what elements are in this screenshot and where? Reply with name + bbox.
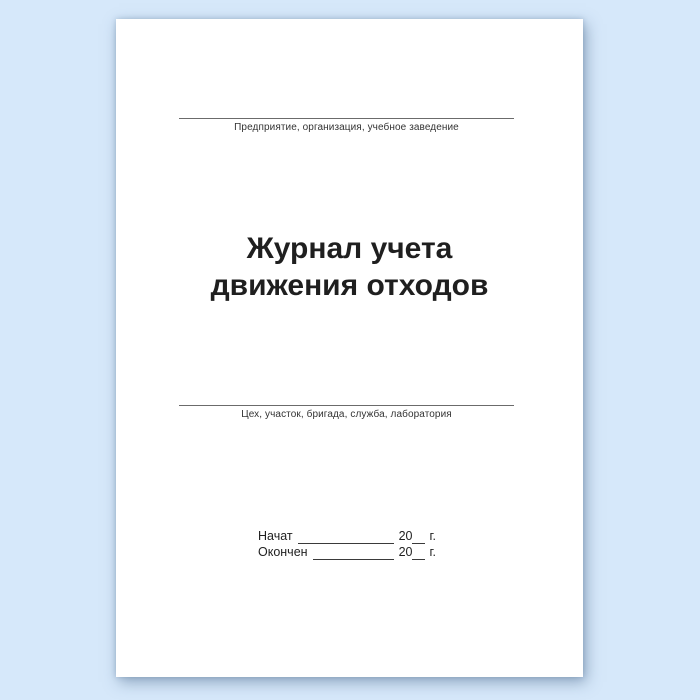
- finished-label: Окончен: [258, 545, 308, 559]
- department-caption: Цех, участок, бригада, служба, лаборатория: [241, 409, 452, 420]
- started-year-blank: [412, 531, 425, 544]
- document-page: [116, 19, 583, 677]
- title-line-1: Журнал учета: [246, 232, 453, 265]
- started-row: [258, 529, 436, 544]
- finished-year-suffix: г.: [429, 545, 436, 559]
- finished-year-blank: [412, 547, 425, 560]
- title-line-2: движения отходов: [210, 269, 489, 302]
- finished-row: [258, 545, 436, 560]
- date-block: [258, 529, 436, 561]
- started-year-suffix: г.: [429, 529, 436, 543]
- department-field: [179, 405, 514, 421]
- document-title: [116, 230, 583, 304]
- organization-caption: Предприятие, организация, учебное заведение: [234, 122, 459, 133]
- started-date-blank: [298, 531, 394, 544]
- organization-field: [179, 118, 514, 134]
- started-year-prefix: 20: [398, 529, 413, 543]
- started-label: Начат: [258, 529, 293, 543]
- finished-year-prefix: 20: [398, 545, 413, 559]
- finished-date-blank: [313, 547, 394, 560]
